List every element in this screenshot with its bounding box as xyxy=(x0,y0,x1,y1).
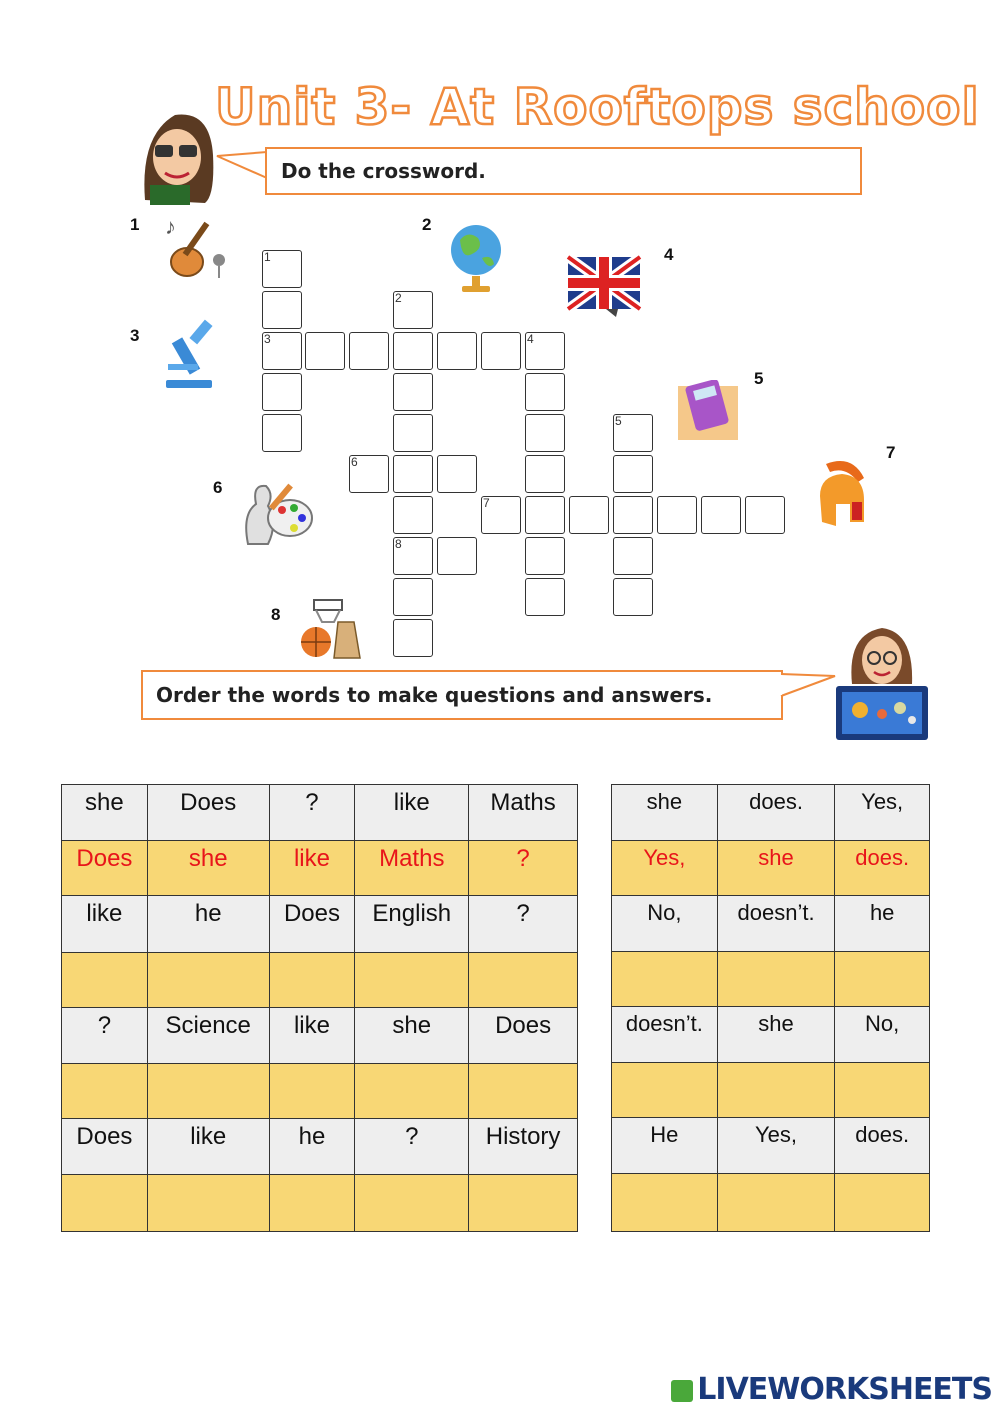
crossword-input[interactable] xyxy=(526,374,564,410)
word-cell: she xyxy=(612,785,718,841)
logo-icon xyxy=(671,1380,693,1402)
answer-input[interactable] xyxy=(836,1067,932,1113)
answer-input[interactable] xyxy=(63,957,150,1003)
answer-input[interactable] xyxy=(63,1179,150,1225)
crossword-input[interactable] xyxy=(394,374,432,410)
crossword-input[interactable] xyxy=(394,620,432,656)
crossword-input[interactable] xyxy=(394,497,432,533)
crossword-input[interactable] xyxy=(263,292,301,328)
answer-input[interactable] xyxy=(356,1179,471,1225)
crossword-input[interactable] xyxy=(438,333,476,369)
clue-number: 3 xyxy=(130,326,140,345)
crossword-cell[interactable] xyxy=(393,619,433,657)
word-cell: History xyxy=(469,1119,578,1175)
crossword-cell[interactable] xyxy=(349,332,389,370)
word-cell: Science xyxy=(147,1008,269,1064)
crossword-cell[interactable] xyxy=(305,332,345,370)
answer-input[interactable] xyxy=(356,1068,471,1114)
answer-input[interactable] xyxy=(271,957,358,1003)
crossword-input[interactable] xyxy=(614,415,652,451)
globe-icon xyxy=(448,220,506,296)
word-cell: English xyxy=(355,896,469,953)
word-cell: ? xyxy=(355,1119,469,1175)
cell-number: 8 xyxy=(395,537,402,551)
example-word-cell: ? xyxy=(469,841,578,896)
example-word-cell: she xyxy=(147,841,269,896)
answer-cell[interactable] xyxy=(835,1174,930,1232)
crossword-cell[interactable] xyxy=(745,496,785,534)
word-cell: he xyxy=(269,1119,355,1175)
example-word-cell: like xyxy=(269,841,355,896)
table-row xyxy=(612,1063,930,1118)
crossword-cell[interactable] xyxy=(481,496,521,534)
answer-cell[interactable] xyxy=(717,952,835,1007)
crossword-input[interactable] xyxy=(482,497,520,533)
word-cell: ? xyxy=(62,1008,148,1064)
clue-number: 7 xyxy=(886,443,896,462)
clue-number: 5 xyxy=(754,369,764,388)
answer-input[interactable] xyxy=(719,956,838,1002)
word-cell: Maths xyxy=(469,785,578,841)
clue-number: 4 xyxy=(664,245,674,264)
instruction-bubble xyxy=(141,670,783,720)
word-cell: Does xyxy=(62,1119,148,1175)
crossword-cell[interactable] xyxy=(437,332,477,370)
svg-text:♪: ♪ xyxy=(165,214,176,239)
table-row xyxy=(612,785,930,841)
roman-helmet-icon xyxy=(812,456,874,532)
crossword-cell[interactable] xyxy=(525,414,565,452)
word-cell: He xyxy=(612,1118,718,1174)
example-word-cell: Does xyxy=(62,841,148,896)
crossword-input[interactable] xyxy=(526,538,564,574)
cell-number: 6 xyxy=(351,455,358,469)
answer-cell[interactable] xyxy=(835,952,930,1007)
answer-input[interactable] xyxy=(149,1179,272,1225)
crossword-cell[interactable] xyxy=(613,414,653,452)
answer-cell[interactable] xyxy=(717,1174,835,1232)
crossword-input[interactable] xyxy=(658,497,696,533)
answer-input[interactable] xyxy=(836,1178,932,1224)
crossword-input[interactable] xyxy=(702,497,740,533)
crossword-input[interactable] xyxy=(570,497,608,533)
crossword-cell[interactable] xyxy=(525,578,565,616)
word-cell: doesn’t. xyxy=(717,896,835,952)
microscope-icon xyxy=(160,318,220,392)
word-cell: like xyxy=(269,1008,355,1064)
word-cell: like xyxy=(355,785,469,841)
answer-cell[interactable] xyxy=(355,953,469,1008)
table-row xyxy=(612,841,930,896)
crossword-input[interactable] xyxy=(306,333,344,369)
answer-input[interactable] xyxy=(470,1179,580,1225)
answer-cell[interactable] xyxy=(62,1064,148,1119)
crossword-input[interactable] xyxy=(394,456,432,492)
word-cell: she xyxy=(62,785,148,841)
table-row xyxy=(612,1174,930,1232)
table-row xyxy=(612,1007,930,1063)
crossword-input[interactable] xyxy=(394,292,432,328)
crossword-cell[interactable] xyxy=(393,332,433,370)
answer-input[interactable] xyxy=(613,956,720,1002)
answer-input[interactable] xyxy=(719,1178,838,1224)
crossword-input[interactable] xyxy=(614,456,652,492)
clue-number: 2 xyxy=(422,215,432,234)
answer-cell[interactable] xyxy=(469,953,578,1008)
crossword-input[interactable] xyxy=(394,579,432,615)
crossword-input[interactable] xyxy=(614,538,652,574)
answer-cell[interactable] xyxy=(269,1064,355,1119)
word-cell: like xyxy=(147,1119,269,1175)
cell-number: 3 xyxy=(264,332,271,346)
crossword-cell[interactable] xyxy=(525,455,565,493)
table-row xyxy=(62,1175,578,1232)
calculator-icon xyxy=(676,380,740,442)
music-icon xyxy=(163,212,231,280)
answer-cell[interactable] xyxy=(717,1063,835,1118)
word-cell: does. xyxy=(835,1118,930,1174)
crossword-input[interactable] xyxy=(526,415,564,451)
crossword-cell[interactable] xyxy=(262,291,302,329)
table-row xyxy=(612,896,930,952)
word-cell: like xyxy=(62,896,148,953)
crossword-input[interactable] xyxy=(438,538,476,574)
word-cell: Does xyxy=(147,785,269,841)
word-cell: he xyxy=(147,896,269,953)
answer-input[interactable] xyxy=(149,1068,272,1114)
answer-cell[interactable] xyxy=(62,953,148,1008)
crossword-input[interactable] xyxy=(526,456,564,492)
table-row xyxy=(62,1064,578,1119)
cell-number: 5 xyxy=(615,414,622,428)
crossword-input[interactable] xyxy=(482,333,520,369)
crossword-cell[interactable] xyxy=(613,578,653,616)
example-word-cell: does. xyxy=(835,841,930,896)
crossword-cell[interactable] xyxy=(525,332,565,370)
word-cell: ? xyxy=(469,896,578,953)
table-row xyxy=(62,1008,578,1064)
crossword-cell[interactable] xyxy=(437,455,477,493)
word-cell: she xyxy=(355,1008,469,1064)
crossword-cell[interactable] xyxy=(393,414,433,452)
clue-number: 1 xyxy=(130,215,140,234)
crossword-input[interactable] xyxy=(263,251,301,287)
crossword-cell[interactable] xyxy=(613,537,653,575)
crossword-input[interactable] xyxy=(263,374,301,410)
crossword-cell[interactable] xyxy=(525,373,565,411)
answer-cell[interactable] xyxy=(147,1064,269,1119)
crossword-cell[interactable] xyxy=(393,291,433,329)
liveworksheets-logo xyxy=(671,1372,992,1407)
crossword-cell[interactable] xyxy=(657,496,697,534)
crossword-cell[interactable] xyxy=(613,455,653,493)
crossword-cell[interactable] xyxy=(525,537,565,575)
crossword-input[interactable] xyxy=(394,333,432,369)
table-row xyxy=(62,953,578,1008)
crossword-cell[interactable] xyxy=(393,578,433,616)
answer-cell[interactable] xyxy=(147,953,269,1008)
word-cell: No, xyxy=(835,1007,930,1063)
answer-input[interactable] xyxy=(470,1068,580,1114)
answer-input[interactable] xyxy=(271,1068,358,1114)
avatar-icon xyxy=(135,105,217,205)
avatar-teacher-icon xyxy=(832,624,932,744)
table-row xyxy=(62,785,578,841)
table-row xyxy=(612,952,930,1007)
crossword-cell[interactable] xyxy=(349,455,389,493)
crossword-cell[interactable] xyxy=(393,455,433,493)
crossword-input[interactable] xyxy=(614,497,652,533)
crossword-cell[interactable] xyxy=(262,250,302,288)
table-row xyxy=(62,896,578,953)
crossword-input[interactable] xyxy=(526,497,564,533)
instruction-text: Do the crossword. xyxy=(281,159,486,183)
crossword-cell[interactable] xyxy=(701,496,741,534)
answer-cell[interactable] xyxy=(147,1175,269,1232)
page-title: Unit 3- At Rooftops school xyxy=(215,78,980,136)
example-word-cell: Maths xyxy=(355,841,469,896)
answer-input[interactable] xyxy=(613,1067,720,1113)
answer-input[interactable] xyxy=(149,957,272,1003)
crossword-cell[interactable] xyxy=(613,496,653,534)
crossword-cell[interactable] xyxy=(262,332,302,370)
crossword-input[interactable] xyxy=(746,497,784,533)
crossword-input[interactable] xyxy=(263,333,301,369)
bubble-pointer xyxy=(778,672,838,702)
word-cell: No, xyxy=(612,896,718,952)
answer-cell[interactable] xyxy=(62,1175,148,1232)
answer-input[interactable] xyxy=(719,1067,838,1113)
answer-input[interactable] xyxy=(271,1179,358,1225)
crossword-input[interactable] xyxy=(394,415,432,451)
answer-cell[interactable] xyxy=(612,952,718,1007)
word-cell: doesn’t. xyxy=(612,1007,718,1063)
answers-table xyxy=(611,784,930,1232)
answer-input[interactable] xyxy=(470,957,580,1003)
crossword-cell[interactable] xyxy=(525,496,565,534)
crossword-input[interactable] xyxy=(350,333,388,369)
cell-number: 4 xyxy=(527,332,534,346)
uk-flag-icon xyxy=(566,255,642,319)
answer-cell[interactable] xyxy=(355,1064,469,1119)
word-cell: she xyxy=(717,1007,835,1063)
cell-number: 1 xyxy=(264,250,271,264)
crossword-cell[interactable] xyxy=(262,414,302,452)
answer-cell[interactable] xyxy=(469,1064,578,1119)
word-cell: he xyxy=(835,896,930,952)
instruction-bubble xyxy=(265,147,862,195)
cell-number: 7 xyxy=(483,496,490,510)
bubble-pointer xyxy=(215,150,270,180)
example-word-cell: Yes, xyxy=(612,841,718,896)
cell-number: 2 xyxy=(395,291,402,305)
table-row xyxy=(612,1118,930,1174)
instruction-text: Order the words to make questions and answers. xyxy=(156,683,713,707)
crossword-input[interactable] xyxy=(350,456,388,492)
crossword-input[interactable] xyxy=(438,456,476,492)
word-cell: Yes, xyxy=(717,1118,835,1174)
crossword-cell[interactable] xyxy=(393,537,433,575)
answer-cell[interactable] xyxy=(612,1174,718,1232)
sports-icon xyxy=(298,598,364,660)
answer-input[interactable] xyxy=(613,1178,720,1224)
crossword-input[interactable] xyxy=(394,538,432,574)
crossword-cell[interactable] xyxy=(437,537,477,575)
crossword-input[interactable] xyxy=(614,579,652,615)
word-cell: Does xyxy=(469,1008,578,1064)
crossword-cell[interactable] xyxy=(481,332,521,370)
questions-table xyxy=(61,784,578,1232)
table-row xyxy=(62,1119,578,1175)
word-cell: Does xyxy=(269,896,355,953)
example-word-cell: she xyxy=(717,841,835,896)
table-row xyxy=(62,841,578,896)
answer-cell[interactable] xyxy=(355,1175,469,1232)
word-cell: does. xyxy=(717,785,835,841)
crossword-cell[interactable] xyxy=(569,496,609,534)
crossword-input[interactable] xyxy=(526,579,564,615)
crossword-input[interactable] xyxy=(263,415,301,451)
art-palette-icon xyxy=(238,474,314,548)
answer-input[interactable] xyxy=(836,956,932,1002)
answer-input[interactable] xyxy=(356,957,471,1003)
clue-number: 8 xyxy=(271,605,281,624)
answer-cell[interactable] xyxy=(612,1063,718,1118)
logo-text: LIVEWORKSHEETS xyxy=(697,1372,992,1407)
clue-number: 6 xyxy=(213,478,223,497)
word-cell: Yes, xyxy=(835,785,930,841)
crossword-cell[interactable] xyxy=(262,373,302,411)
crossword-cell[interactable] xyxy=(393,373,433,411)
answer-input[interactable] xyxy=(63,1068,150,1114)
answer-cell[interactable] xyxy=(269,1175,355,1232)
crossword-cell[interactable] xyxy=(393,496,433,534)
answer-cell[interactable] xyxy=(835,1063,930,1118)
word-cell: ? xyxy=(269,785,355,841)
answer-cell[interactable] xyxy=(269,953,355,1008)
crossword-input[interactable] xyxy=(526,333,564,369)
answer-cell[interactable] xyxy=(469,1175,578,1232)
